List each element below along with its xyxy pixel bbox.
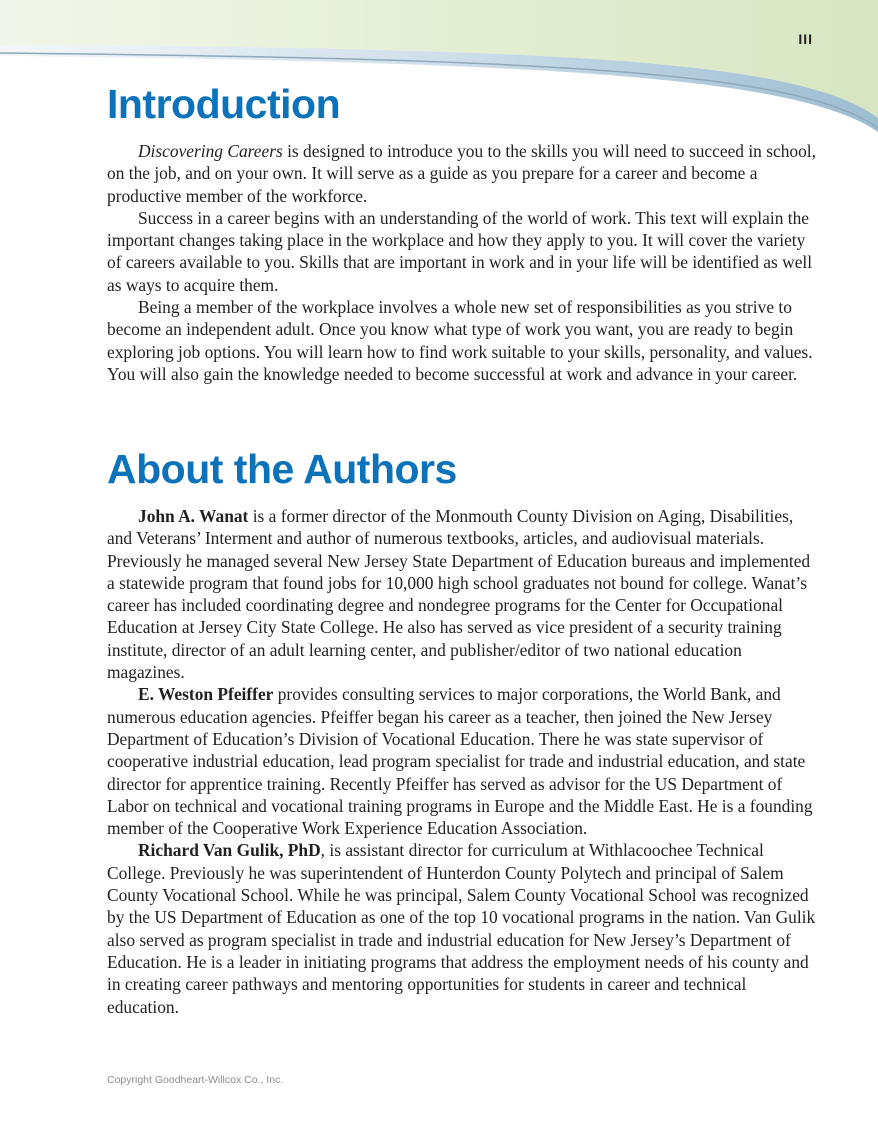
book-title: Discovering Careers bbox=[138, 141, 283, 161]
introduction-body bbox=[107, 140, 819, 385]
author-name-pfeiffer: E. Weston Pfeiffer bbox=[138, 684, 274, 705]
intro-paragraph-2: Success in a career begins with an understanding of the world of work. This text will explain the important changes taking place in the workplace and how they apply to you. It will cover the variety of careers available to you. Skills that are important in work and in your life will be identified as well as ways to acquire them. bbox=[107, 207, 813, 295]
author-bio-pfeiffer-text: provides consulting services to major corporations, the World Bank, and numerous education agencies. Pfeiffer began his career as a teacher, then joined the New Jersey Department of Education’s Division of Vocational Education. There he was state supervisor of cooperative industrial education, lead program specialist for trade and industrial education, and state director for apprentice training. Recently Pfeiffer has served as advisor for the US Department of Labor on technical and vocational training programs in Europe and the Middle East. He is a founding member of the Cooperative Work Experience Education Association. bbox=[107, 684, 813, 839]
introduction-heading: Introduction bbox=[107, 81, 341, 127]
author-bio-van-gulik-text: , is assistant director for curriculum at Withlacoochee Technical College. Previously he was superintendent of Hunterdon County Polytech and principal of Salem County Vocational School. While he was principal, Salem County Vocational School was recognized by the US Department of Education as one of the top 10 vocational programs in the nation. Van Gulik also served as program specialist in trade and industrial education for New Jersey’s Department of Education. He is a leader in initiating programs that address the employment needs of his county and in creating career pathways and mentoring opportunities for students in career and technical education. bbox=[107, 840, 816, 1017]
author-bio-van-gulik bbox=[107, 839, 819, 1017]
about-authors-heading: About the Authors bbox=[107, 446, 457, 492]
intro-paragraph-1 bbox=[107, 140, 819, 207]
copyright-footer: Copyright Goodheart-Willcox Co., Inc. bbox=[107, 1074, 284, 1086]
author-bio-pfeiffer bbox=[107, 683, 819, 839]
author-name-wanat: John A. Wanat bbox=[138, 506, 249, 526]
author-bio-wanat bbox=[107, 505, 819, 683]
author-bio-wanat-text: is a former director of the Monmouth County Division on Aging, Disabilities, and Veterans’ Interment and author of numerous textbooks, articles, and audiovisual materials. Previously he managed several New Jersey State Department of Education bureaus and implemented a statewide program that found jobs for 10,000 high school graduates not bound for college. Wanat’s career has included coordinating degree and nondegree programs for the Center for Occupational Education at Jersey City State College. He also has served as vice president of a security training institute, director of an adult learning center, and publisher/editor of two national education magazines. bbox=[107, 506, 811, 683]
about-authors-body bbox=[107, 505, 819, 1018]
author-name-van-gulik: Richard Van Gulik, PhD bbox=[138, 840, 321, 861]
intro-paragraph-3: Being a member of the workplace involves a whole new set of responsibilities as you strive to become an independent adult. Once you know what type of work you want, you are ready to begin exploring job options. You will learn how to find work suitable to your skills, personality, and values. You will also gain the knowledge needed to become successful at work and advance in your career. bbox=[107, 297, 813, 384]
page-number: III bbox=[798, 31, 813, 47]
intro-paragraph-1-text: is designed to introduce you to the skills you will need to succeed in school, on the job, and on your own. It will serve as a guide as you prepare for a career and become a productive member of the workforce. bbox=[107, 141, 816, 206]
